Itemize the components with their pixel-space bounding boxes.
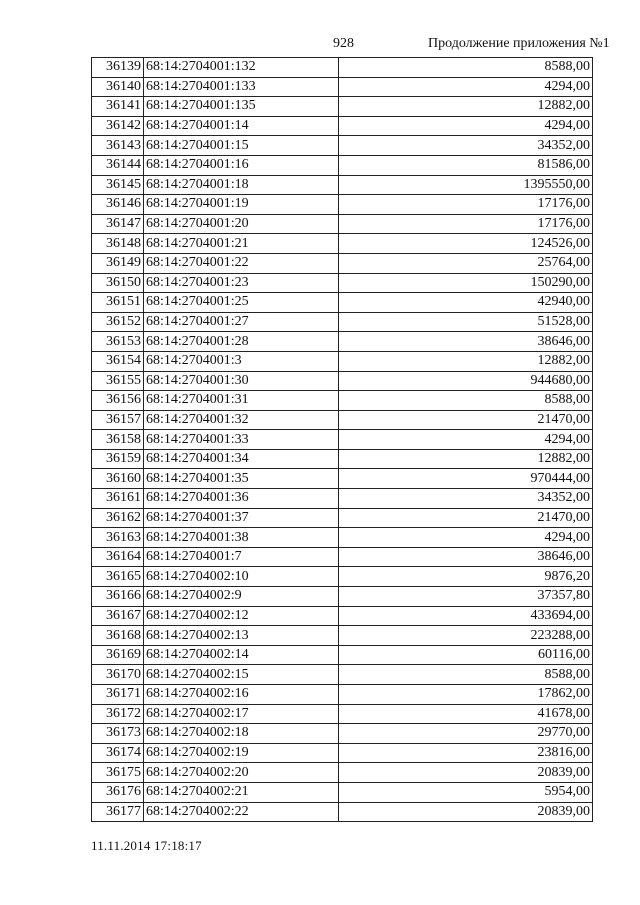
cadastral-number-cell: 68:14:2704001:7: [144, 547, 339, 567]
table-row: [92, 253, 593, 273]
row-number-cell: 36154: [92, 351, 144, 371]
table-row: [92, 685, 593, 705]
table-row: [92, 743, 593, 763]
amount-cell: 51528,00: [339, 312, 593, 332]
row-number-cell: 36173: [92, 724, 144, 744]
cadastral-number-cell: 68:14:2704002:18: [144, 724, 339, 744]
table-row: [92, 430, 593, 450]
amount-cell: 9876,20: [339, 567, 593, 587]
amount-cell: 29770,00: [339, 724, 593, 744]
amount-cell: 17176,00: [339, 195, 593, 215]
table-row: [92, 645, 593, 665]
row-number-cell: 36156: [92, 391, 144, 411]
row-number-cell: 36159: [92, 449, 144, 469]
amount-cell: 20839,00: [339, 802, 593, 822]
cadastral-number-cell: 68:14:2704002:17: [144, 704, 339, 724]
row-number-cell: 36162: [92, 508, 144, 528]
cadastral-number-cell: 68:14:2704002:20: [144, 763, 339, 783]
row-number-cell: 36160: [92, 469, 144, 489]
table-row: [92, 332, 593, 352]
amount-cell: 1395550,00: [339, 175, 593, 195]
amount-cell: 17862,00: [339, 685, 593, 705]
cadastral-number-cell: 68:14:2704002:22: [144, 802, 339, 822]
amount-cell: 5954,00: [339, 782, 593, 802]
cadastral-number-cell: 68:14:2704001:3: [144, 351, 339, 371]
table-row: [92, 704, 593, 724]
cadastral-number-cell: 68:14:2704001:23: [144, 273, 339, 293]
cadastral-number-cell: 68:14:2704002:21: [144, 782, 339, 802]
cadastral-number-cell: 68:14:2704001:15: [144, 136, 339, 156]
amount-cell: 25764,00: [339, 253, 593, 273]
cadastral-number-cell: 68:14:2704001:27: [144, 312, 339, 332]
cadastral-number-cell: 68:14:2704001:132: [144, 58, 339, 78]
amount-cell: 81586,00: [339, 155, 593, 175]
cadastral-number-cell: 68:14:2704001:34: [144, 449, 339, 469]
cadastral-number-cell: 68:14:2704002:10: [144, 567, 339, 587]
print-timestamp: 11.11.2014 17:18:17: [91, 838, 202, 853]
cadastral-number-cell: 68:14:2704001:32: [144, 410, 339, 430]
row-number-cell: 36141: [92, 97, 144, 117]
amount-cell: 38646,00: [339, 332, 593, 352]
registry-table: [91, 57, 593, 822]
cadastral-number-cell: 68:14:2704001:21: [144, 234, 339, 254]
table-row: [92, 469, 593, 489]
row-number-cell: 36144: [92, 155, 144, 175]
amount-cell: 944680,00: [339, 371, 593, 391]
row-number-cell: 36140: [92, 77, 144, 97]
amount-cell: 21470,00: [339, 410, 593, 430]
table-row: [92, 724, 593, 744]
amount-cell: 8588,00: [339, 58, 593, 78]
amount-cell: 223288,00: [339, 626, 593, 646]
row-number-cell: 36168: [92, 626, 144, 646]
table-row: [92, 312, 593, 332]
amount-cell: 970444,00: [339, 469, 593, 489]
amount-cell: 12882,00: [339, 449, 593, 469]
row-number-cell: 36149: [92, 253, 144, 273]
row-number-cell: 36172: [92, 704, 144, 724]
table-row: [92, 665, 593, 685]
table-row: [92, 175, 593, 195]
row-number-cell: 36164: [92, 547, 144, 567]
row-number-cell: 36175: [92, 763, 144, 783]
table-row: [92, 587, 593, 607]
table-row: [92, 136, 593, 156]
row-number-cell: 36165: [92, 567, 144, 587]
cadastral-number-cell: 68:14:2704001:135: [144, 97, 339, 117]
amount-cell: 42940,00: [339, 293, 593, 313]
row-number-cell: 36163: [92, 528, 144, 548]
row-number-cell: 36166: [92, 587, 144, 607]
cadastral-number-cell: 68:14:2704002:9: [144, 587, 339, 607]
table-body: [92, 58, 593, 822]
amount-cell: 4294,00: [339, 77, 593, 97]
page-number: 928: [333, 36, 354, 51]
table-row: [92, 782, 593, 802]
table-row: [92, 763, 593, 783]
table-row: [92, 528, 593, 548]
amount-cell: 17176,00: [339, 214, 593, 234]
amount-cell: 20839,00: [339, 763, 593, 783]
cadastral-number-cell: 68:14:2704001:37: [144, 508, 339, 528]
table-row: [92, 214, 593, 234]
table-row: [92, 391, 593, 411]
row-number-cell: 36145: [92, 175, 144, 195]
amount-cell: 60116,00: [339, 645, 593, 665]
cadastral-number-cell: 68:14:2704001:28: [144, 332, 339, 352]
cadastral-number-cell: 68:14:2704001:22: [144, 253, 339, 273]
table-row: [92, 293, 593, 313]
row-number-cell: 36155: [92, 371, 144, 391]
row-number-cell: 36158: [92, 430, 144, 450]
cadastral-number-cell: 68:14:2704001:20: [144, 214, 339, 234]
cadastral-number-cell: 68:14:2704001:33: [144, 430, 339, 450]
cadastral-number-cell: 68:14:2704001:38: [144, 528, 339, 548]
amount-cell: 34352,00: [339, 489, 593, 509]
table-row: [92, 508, 593, 528]
row-number-cell: 36161: [92, 489, 144, 509]
amount-cell: 8588,00: [339, 665, 593, 685]
amount-cell: 150290,00: [339, 273, 593, 293]
table-row: [92, 606, 593, 626]
table-row: [92, 116, 593, 136]
row-number-cell: 36151: [92, 293, 144, 313]
amount-cell: 41678,00: [339, 704, 593, 724]
table-row: [92, 410, 593, 430]
amount-cell: 4294,00: [339, 430, 593, 450]
table-row: [92, 547, 593, 567]
cadastral-number-cell: 68:14:2704002:13: [144, 626, 339, 646]
row-number-cell: 36176: [92, 782, 144, 802]
table-row: [92, 58, 593, 78]
row-number-cell: 36157: [92, 410, 144, 430]
cadastral-number-cell: 68:14:2704001:18: [144, 175, 339, 195]
amount-cell: 4294,00: [339, 528, 593, 548]
cadastral-number-cell: 68:14:2704001:133: [144, 77, 339, 97]
row-number-cell: 36169: [92, 645, 144, 665]
cadastral-number-cell: 68:14:2704001:14: [144, 116, 339, 136]
row-number-cell: 36153: [92, 332, 144, 352]
table-row: [92, 371, 593, 391]
table-row: [92, 802, 593, 822]
cadastral-number-cell: 68:14:2704002:15: [144, 665, 339, 685]
table-row: [92, 626, 593, 646]
cadastral-number-cell: 68:14:2704001:36: [144, 489, 339, 509]
cadastral-number-cell: 68:14:2704001:19: [144, 195, 339, 215]
cadastral-number-cell: 68:14:2704002:12: [144, 606, 339, 626]
row-number-cell: 36146: [92, 195, 144, 215]
row-number-cell: 36152: [92, 312, 144, 332]
amount-cell: 12882,00: [339, 351, 593, 371]
table-row: [92, 351, 593, 371]
table-row: [92, 489, 593, 509]
cadastral-number-cell: 68:14:2704001:25: [144, 293, 339, 313]
amount-cell: 4294,00: [339, 116, 593, 136]
table-row: [92, 97, 593, 117]
header-caption: Продолжение приложения №1: [428, 36, 610, 51]
amount-cell: 23816,00: [339, 743, 593, 763]
row-number-cell: 36177: [92, 802, 144, 822]
amount-cell: 124526,00: [339, 234, 593, 254]
row-number-cell: 36139: [92, 58, 144, 78]
amount-cell: 37357,80: [339, 587, 593, 607]
row-number-cell: 36171: [92, 685, 144, 705]
cadastral-number-cell: 68:14:2704002:14: [144, 645, 339, 665]
table-row: [92, 155, 593, 175]
amount-cell: 21470,00: [339, 508, 593, 528]
row-number-cell: 36142: [92, 116, 144, 136]
amount-cell: 34352,00: [339, 136, 593, 156]
row-number-cell: 36148: [92, 234, 144, 254]
amount-cell: 38646,00: [339, 547, 593, 567]
cadastral-number-cell: 68:14:2704002:16: [144, 685, 339, 705]
amount-cell: 8588,00: [339, 391, 593, 411]
table-row: [92, 195, 593, 215]
cadastral-number-cell: 68:14:2704001:35: [144, 469, 339, 489]
table-row: [92, 449, 593, 469]
table-row: [92, 567, 593, 587]
table-row: [92, 77, 593, 97]
table-row: [92, 273, 593, 293]
cadastral-number-cell: 68:14:2704001:16: [144, 155, 339, 175]
row-number-cell: 36147: [92, 214, 144, 234]
cadastral-number-cell: 68:14:2704002:19: [144, 743, 339, 763]
amount-cell: 433694,00: [339, 606, 593, 626]
row-number-cell: 36167: [92, 606, 144, 626]
row-number-cell: 36170: [92, 665, 144, 685]
amount-cell: 12882,00: [339, 97, 593, 117]
cadastral-number-cell: 68:14:2704001:30: [144, 371, 339, 391]
row-number-cell: 36143: [92, 136, 144, 156]
row-number-cell: 36150: [92, 273, 144, 293]
table-row: [92, 234, 593, 254]
row-number-cell: 36174: [92, 743, 144, 763]
cadastral-number-cell: 68:14:2704001:31: [144, 391, 339, 411]
